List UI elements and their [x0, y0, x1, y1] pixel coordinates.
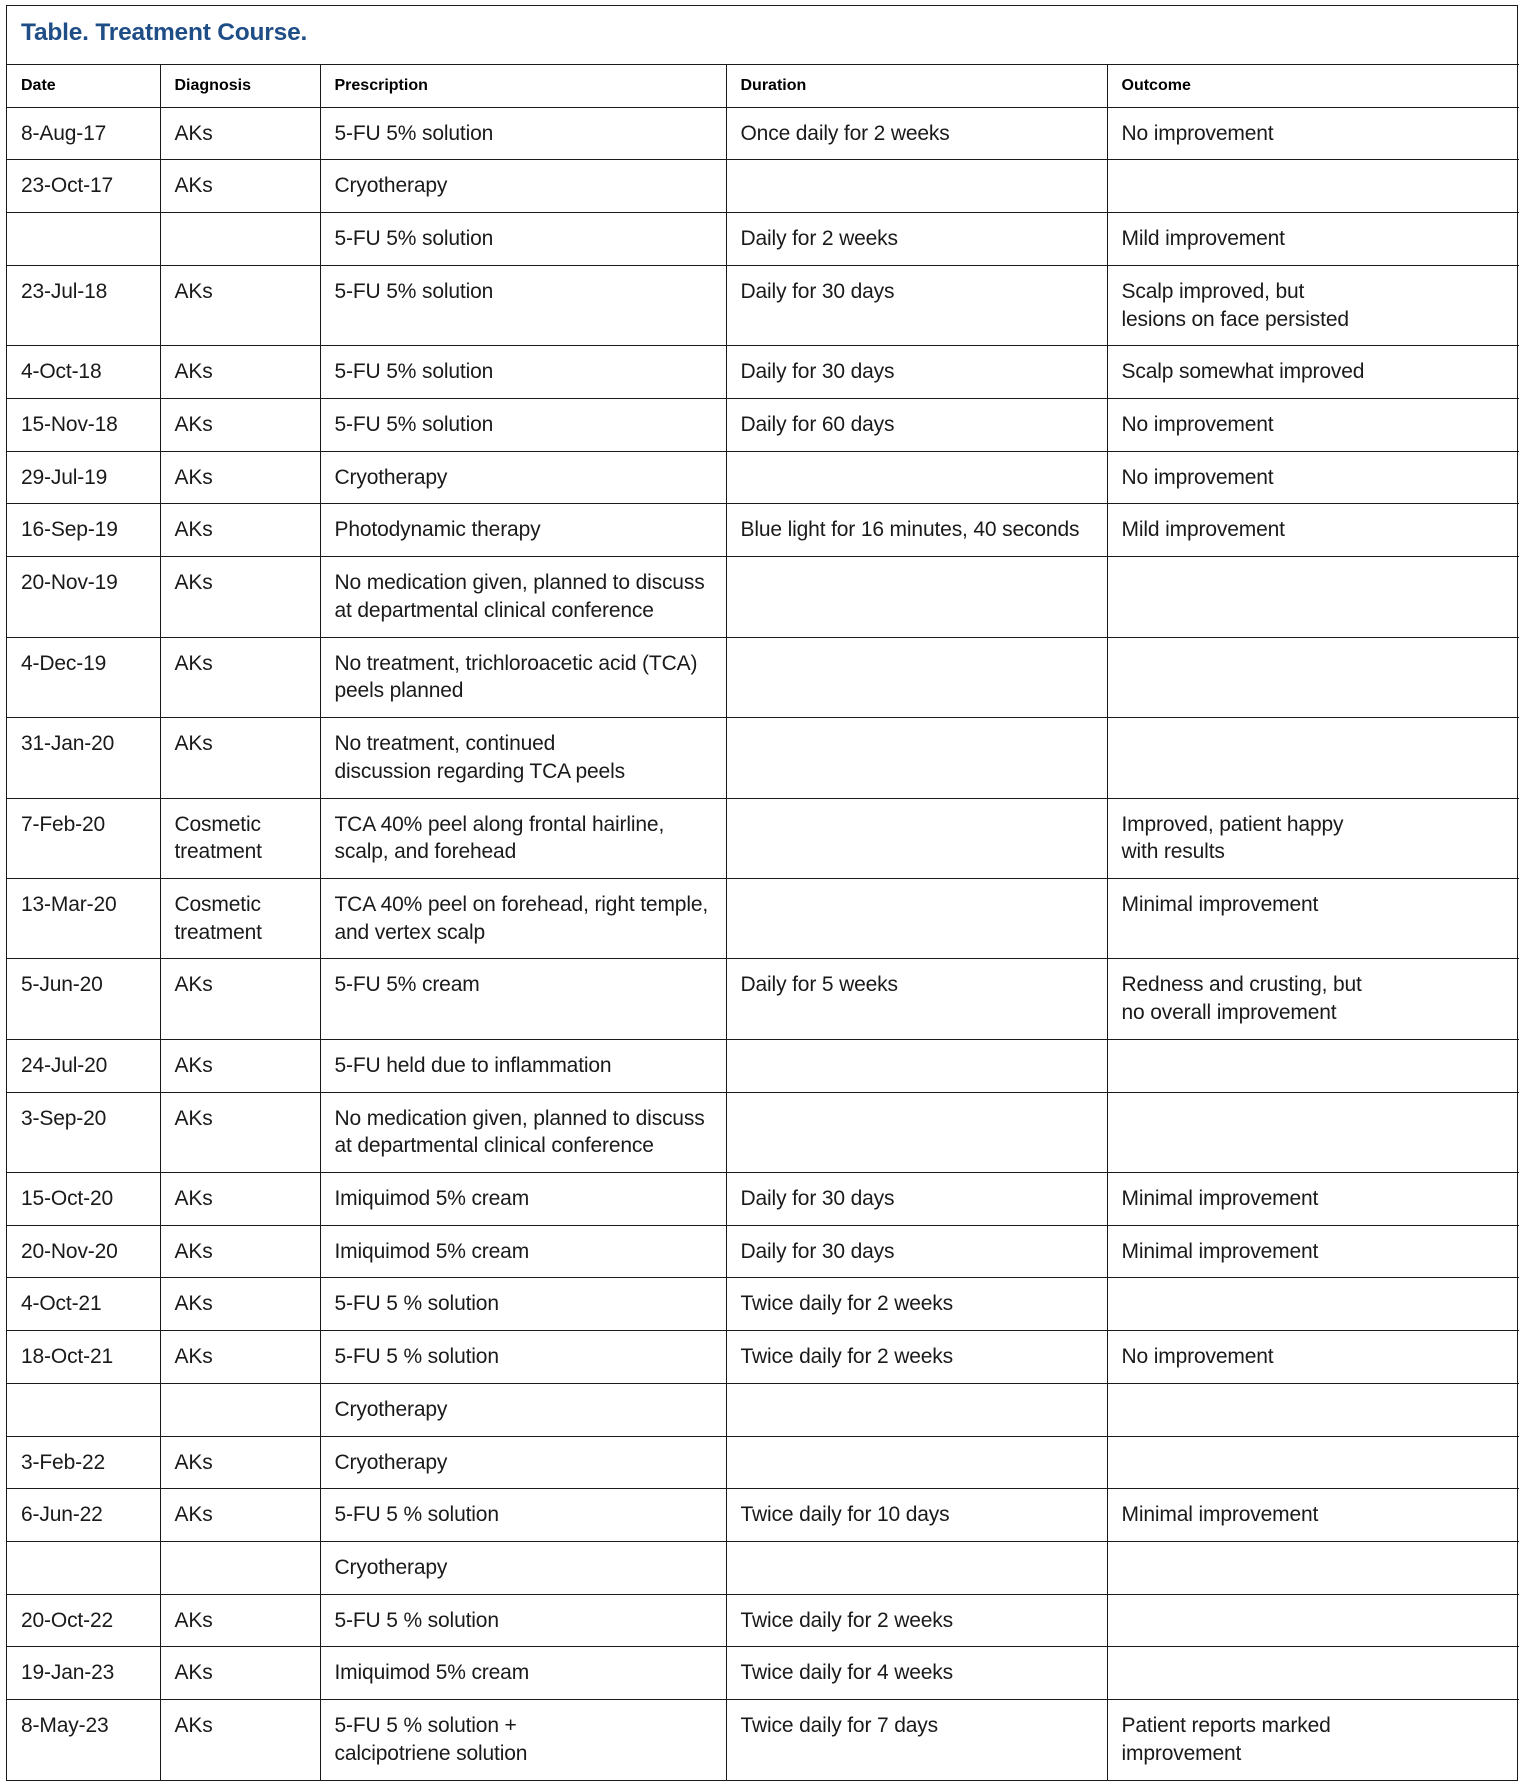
cell-line: 5-FU 5% solution	[334, 227, 494, 251]
cell-line: Improved, patient happy	[1121, 812, 1344, 836]
cell-line: Mild improvement	[1121, 227, 1285, 251]
cell-outcome	[1107, 213, 1519, 266]
cell-line: No improvement	[1121, 121, 1274, 145]
cell-prescription	[320, 346, 726, 399]
table-row	[7, 1092, 1519, 1172]
cell-date	[7, 1092, 160, 1172]
cell-line: Mild improvement	[1121, 518, 1285, 542]
cell-diagnosis	[160, 1172, 320, 1225]
cell-duration	[726, 1331, 1107, 1384]
table-row	[7, 346, 1519, 399]
cell-outcome	[1107, 1700, 1519, 1780]
cell-line: at departmental clinical conference	[334, 1134, 654, 1158]
cell-line: TCA 40% peel on forehead, right temple,	[334, 892, 709, 916]
cell-line: No improvement	[1121, 413, 1274, 437]
cell-diagnosis	[160, 265, 320, 345]
cell-line: 3-Feb-22	[21, 1450, 106, 1474]
cell-line: AKs	[174, 1053, 213, 1077]
cell-outcome	[1107, 346, 1519, 399]
table-caption: Table. Treatment Course.	[21, 19, 308, 46]
cell-line: AKs	[174, 1345, 213, 1369]
cell-date	[7, 1489, 160, 1542]
cell-line: lesions on face persisted	[1121, 307, 1349, 331]
cell-date	[7, 399, 160, 452]
table-row	[7, 878, 1519, 958]
cell-date	[7, 1331, 160, 1384]
cell-line: 5-Jun-20	[21, 973, 103, 997]
cell-line: Cryotherapy	[334, 174, 448, 198]
cell-outcome	[1107, 1225, 1519, 1278]
cell-prescription	[320, 1647, 726, 1700]
table-row	[7, 1647, 1519, 1700]
cell-diagnosis	[160, 1331, 320, 1384]
table-body	[7, 6, 1519, 1780]
cell-line: 6-Jun-22	[21, 1503, 103, 1527]
cell-line: Cryotherapy	[334, 1397, 448, 1421]
cell-line: Daily for 5 weeks	[740, 973, 898, 997]
cell-date	[7, 1700, 160, 1780]
cell-outcome	[1107, 878, 1519, 958]
cell-line: 18-Oct-21	[21, 1345, 114, 1369]
table-row	[7, 451, 1519, 504]
table-caption-row	[7, 6, 1519, 64]
cell-line: TCA 40% peel along frontal hairline,	[334, 812, 665, 836]
cell-duration	[726, 451, 1107, 504]
cell-line: 20-Nov-20	[21, 1239, 118, 1263]
cell-duration	[726, 557, 1107, 637]
cell-diagnosis	[160, 399, 320, 452]
cell-duration	[726, 718, 1107, 798]
cell-line: AKs	[174, 973, 213, 997]
cell-line: AKs	[174, 413, 213, 437]
cell-diagnosis	[160, 213, 320, 266]
cell-line: 15-Oct-20	[21, 1186, 114, 1210]
cell-date	[7, 346, 160, 399]
cell-prescription	[320, 557, 726, 637]
table-row	[7, 798, 1519, 878]
cell-line: and vertex scalp	[334, 920, 486, 944]
cell-line: No treatment, continued	[334, 732, 556, 756]
cell-line: AKs	[174, 174, 213, 198]
cell-diagnosis	[160, 1436, 320, 1489]
cell-date	[7, 637, 160, 717]
column-header-outcome: Outcome	[1107, 64, 1519, 107]
cell-duration	[726, 1225, 1107, 1278]
cell-line: Daily for 30 days	[740, 279, 895, 303]
cell-diagnosis	[160, 160, 320, 213]
cell-line: 3-Sep-20	[21, 1106, 107, 1130]
cell-duration	[726, 346, 1107, 399]
cell-line: Scalp improved, but	[1121, 279, 1305, 303]
cell-date	[7, 1383, 160, 1436]
cell-prescription	[320, 878, 726, 958]
cell-outcome	[1107, 1594, 1519, 1647]
cell-date	[7, 557, 160, 637]
cell-outcome	[1107, 637, 1519, 717]
cell-line: Imiquimod 5% cream	[334, 1186, 530, 1210]
cell-line: 5-FU 5 % solution	[334, 1345, 499, 1369]
cell-prescription	[320, 1172, 726, 1225]
cell-diagnosis	[160, 557, 320, 637]
cell-duration	[726, 504, 1107, 557]
table-caption-cell	[7, 6, 1519, 64]
cell-duration	[726, 399, 1107, 452]
cell-diagnosis	[160, 1278, 320, 1331]
table-row	[7, 959, 1519, 1039]
cell-line: AKs	[174, 465, 213, 489]
cell-date	[7, 160, 160, 213]
cell-line: AKs	[174, 518, 213, 542]
cell-outcome	[1107, 1489, 1519, 1542]
cell-prescription	[320, 1278, 726, 1331]
cell-line: Daily for 2 weeks	[740, 227, 898, 251]
cell-line: Redness and crusting, but	[1121, 973, 1362, 997]
cell-duration	[726, 107, 1107, 160]
column-header-duration: Duration	[726, 64, 1107, 107]
cell-line: 8-May-23	[21, 1714, 109, 1738]
cell-line: 8-Aug-17	[21, 121, 107, 145]
cell-line: 4-Oct-21	[21, 1292, 102, 1316]
cell-diagnosis	[160, 878, 320, 958]
cell-line: Cryotherapy	[334, 1450, 448, 1474]
cell-prescription	[320, 1594, 726, 1647]
table-row	[7, 504, 1519, 557]
cell-duration	[726, 1383, 1107, 1436]
cell-duration	[726, 1542, 1107, 1595]
cell-line: calcipotriene solution	[334, 1741, 528, 1765]
cell-line: Daily for 30 days	[740, 1239, 895, 1263]
cell-outcome	[1107, 107, 1519, 160]
cell-diagnosis	[160, 1225, 320, 1278]
table-row	[7, 1436, 1519, 1489]
cell-outcome	[1107, 1172, 1519, 1225]
table-row	[7, 213, 1519, 266]
cell-outcome	[1107, 451, 1519, 504]
cell-line: 20-Nov-19	[21, 571, 118, 595]
cell-prescription	[320, 637, 726, 717]
cell-line: 16-Sep-19	[21, 518, 118, 542]
table-row	[7, 1331, 1519, 1384]
cell-outcome	[1107, 160, 1519, 213]
cell-line: Photodynamic therapy	[334, 518, 541, 542]
cell-duration	[726, 1039, 1107, 1092]
cell-line: AKs	[174, 1239, 213, 1263]
cell-line: Twice daily for 7 days	[740, 1714, 938, 1738]
cell-line: Cosmetic	[174, 892, 261, 916]
cell-diagnosis	[160, 1092, 320, 1172]
cell-line: Patient reports marked	[1121, 1714, 1331, 1738]
cell-date	[7, 1039, 160, 1092]
cell-diagnosis	[160, 1489, 320, 1542]
cell-line: No improvement	[1121, 1345, 1274, 1369]
cell-line: Imiquimod 5% cream	[334, 1661, 530, 1685]
cell-diagnosis	[160, 637, 320, 717]
cell-prescription	[320, 160, 726, 213]
cell-line: Imiquimod 5% cream	[334, 1239, 530, 1263]
cell-line: 5-FU 5% solution	[334, 121, 494, 145]
cell-line: AKs	[174, 1186, 213, 1210]
cell-line: Twice daily for 2 weeks	[740, 1345, 953, 1369]
cell-line: Minimal improvement	[1121, 1239, 1319, 1263]
cell-line: 5-FU 5 % solution	[334, 1503, 499, 1527]
cell-duration	[726, 1594, 1107, 1647]
cell-date	[7, 107, 160, 160]
cell-line: AKs	[174, 1503, 213, 1527]
cell-outcome	[1107, 718, 1519, 798]
cell-line: Minimal improvement	[1121, 892, 1319, 916]
cell-line: AKs	[174, 121, 213, 145]
cell-line: 5-FU 5% solution	[334, 413, 494, 437]
cell-date	[7, 878, 160, 958]
cell-prescription	[320, 399, 726, 452]
cell-outcome	[1107, 557, 1519, 637]
cell-line: 15-Nov-18	[21, 413, 118, 437]
cell-outcome	[1107, 1383, 1519, 1436]
cell-line: Daily for 30 days	[740, 360, 895, 384]
cell-prescription	[320, 1383, 726, 1436]
cell-line: Twice daily for 4 weeks	[740, 1661, 953, 1685]
cell-line: Once daily for 2 weeks	[740, 121, 950, 145]
cell-duration	[726, 959, 1107, 1039]
cell-line: No improvement	[1121, 465, 1274, 489]
cell-line: AKs	[174, 1292, 213, 1316]
cell-line: 5-FU 5% cream	[334, 973, 480, 997]
cell-date	[7, 504, 160, 557]
cell-prescription	[320, 1436, 726, 1489]
cell-duration	[726, 1700, 1107, 1780]
column-header-prescription: Prescription	[320, 64, 726, 107]
cell-line: 5-FU 5 % solution	[334, 1292, 499, 1316]
cell-diagnosis	[160, 107, 320, 160]
cell-outcome	[1107, 959, 1519, 1039]
cell-diagnosis	[160, 959, 320, 1039]
cell-duration	[726, 637, 1107, 717]
cell-duration	[726, 1489, 1107, 1542]
cell-outcome	[1107, 1436, 1519, 1489]
cell-line: 13-Mar-20	[21, 892, 117, 916]
cell-line: Minimal improvement	[1121, 1186, 1319, 1210]
cell-date	[7, 1172, 160, 1225]
cell-line: 20-Oct-22	[21, 1608, 114, 1632]
cell-duration	[726, 213, 1107, 266]
cell-duration	[726, 1436, 1107, 1489]
cell-line: 5-FU 5 % solution +	[334, 1714, 517, 1738]
table-row	[7, 399, 1519, 452]
cell-diagnosis	[160, 798, 320, 878]
column-header-date: Date	[7, 64, 160, 107]
cell-line: treatment	[174, 920, 262, 944]
cell-duration	[726, 265, 1107, 345]
cell-line: 5-FU held due to inflammation	[334, 1053, 612, 1077]
cell-line: Twice daily for 2 weeks	[740, 1608, 953, 1632]
cell-duration	[726, 798, 1107, 878]
cell-prescription	[320, 1331, 726, 1384]
cell-line: AKs	[174, 1714, 213, 1738]
cell-line: discussion regarding TCA peels	[334, 759, 625, 783]
cell-line: 4-Dec-19	[21, 651, 107, 675]
cell-line: AKs	[174, 732, 213, 756]
table-row	[7, 718, 1519, 798]
cell-diagnosis	[160, 1383, 320, 1436]
cell-outcome	[1107, 1542, 1519, 1595]
cell-outcome	[1107, 1039, 1519, 1092]
cell-line: treatment	[174, 840, 262, 864]
cell-outcome	[1107, 1092, 1519, 1172]
table-row	[7, 160, 1519, 213]
cell-line: AKs	[174, 1450, 213, 1474]
cell-prescription	[320, 451, 726, 504]
cell-line: 19-Jan-23	[21, 1661, 115, 1685]
cell-date	[7, 959, 160, 1039]
cell-outcome	[1107, 1278, 1519, 1331]
cell-line: no overall improvement	[1121, 1001, 1337, 1025]
cell-date	[7, 1647, 160, 1700]
cell-diagnosis	[160, 451, 320, 504]
table-row	[7, 637, 1519, 717]
cell-date	[7, 265, 160, 345]
table-row	[7, 1278, 1519, 1331]
column-header-diagnosis: Diagnosis	[160, 64, 320, 107]
treatment-course-table-container	[6, 5, 1518, 1781]
table-row	[7, 107, 1519, 160]
cell-line: AKs	[174, 279, 213, 303]
cell-line: with results	[1121, 840, 1225, 864]
cell-duration	[726, 1092, 1107, 1172]
cell-line: No medication given, planned to discuss	[334, 1106, 705, 1130]
cell-line: 23-Jul-18	[21, 279, 108, 303]
cell-date	[7, 1278, 160, 1331]
cell-line: scalp, and forehead	[334, 840, 517, 864]
cell-line: Minimal improvement	[1121, 1503, 1319, 1527]
cell-prescription	[320, 1700, 726, 1780]
cell-duration	[726, 878, 1107, 958]
cell-prescription	[320, 1092, 726, 1172]
cell-prescription	[320, 798, 726, 878]
cell-line: AKs	[174, 1608, 213, 1632]
cell-line: Twice daily for 10 days	[740, 1503, 950, 1527]
table-row	[7, 1489, 1519, 1542]
table-row	[7, 1225, 1519, 1278]
cell-diagnosis	[160, 1647, 320, 1700]
cell-prescription	[320, 1039, 726, 1092]
cell-line: AKs	[174, 1106, 213, 1130]
table-row	[7, 1542, 1519, 1595]
cell-diagnosis	[160, 1542, 320, 1595]
cell-diagnosis	[160, 1039, 320, 1092]
cell-prescription	[320, 107, 726, 160]
cell-outcome	[1107, 798, 1519, 878]
cell-date	[7, 1225, 160, 1278]
cell-date	[7, 1436, 160, 1489]
cell-line: 5-FU 5% solution	[334, 360, 494, 384]
cell-outcome	[1107, 1647, 1519, 1700]
cell-outcome	[1107, 504, 1519, 557]
cell-date	[7, 451, 160, 504]
cell-line: at departmental clinical conference	[334, 598, 654, 622]
cell-date	[7, 1594, 160, 1647]
cell-line: Cosmetic	[174, 812, 261, 836]
cell-outcome	[1107, 265, 1519, 345]
cell-prescription	[320, 213, 726, 266]
table-row	[7, 265, 1519, 345]
table-row	[7, 1383, 1519, 1436]
cell-line: No medication given, planned to discuss	[334, 571, 705, 595]
cell-line: peels planned	[334, 679, 464, 703]
cell-line: Scalp somewhat improved	[1121, 360, 1365, 384]
cell-line: AKs	[174, 651, 213, 675]
cell-line: 31-Jan-20	[21, 732, 115, 756]
cell-duration	[726, 160, 1107, 213]
cell-diagnosis	[160, 504, 320, 557]
cell-prescription	[320, 1489, 726, 1542]
cell-line: Cryotherapy	[334, 465, 448, 489]
table-row	[7, 1594, 1519, 1647]
cell-line: No treatment, trichloroacetic acid (TCA)	[334, 651, 698, 675]
cell-diagnosis	[160, 1700, 320, 1780]
cell-line: Daily for 30 days	[740, 1186, 895, 1210]
table-row	[7, 1172, 1519, 1225]
cell-line: AKs	[174, 1661, 213, 1685]
treatment-course-table	[7, 6, 1519, 1780]
cell-prescription	[320, 504, 726, 557]
cell-line: AKs	[174, 571, 213, 595]
cell-duration	[726, 1647, 1107, 1700]
cell-prescription	[320, 959, 726, 1039]
cell-outcome	[1107, 1331, 1519, 1384]
cell-date	[7, 798, 160, 878]
cell-prescription	[320, 718, 726, 798]
table-header-row	[7, 64, 1519, 107]
table-row	[7, 1700, 1519, 1780]
table-row	[7, 1039, 1519, 1092]
cell-line: 5-FU 5 % solution	[334, 1608, 499, 1632]
cell-prescription	[320, 1542, 726, 1595]
cell-line: 4-Oct-18	[21, 360, 102, 384]
cell-diagnosis	[160, 346, 320, 399]
cell-diagnosis	[160, 718, 320, 798]
cell-line: AKs	[174, 360, 213, 384]
cell-prescription	[320, 265, 726, 345]
cell-duration	[726, 1278, 1107, 1331]
cell-line: Daily for 60 days	[740, 413, 895, 437]
cell-date	[7, 213, 160, 266]
cell-line: 29-Jul-19	[21, 465, 108, 489]
cell-diagnosis	[160, 1594, 320, 1647]
cell-line: Twice daily for 2 weeks	[740, 1292, 953, 1316]
cell-line: 23-Oct-17	[21, 174, 114, 198]
cell-line: improvement	[1121, 1741, 1242, 1765]
cell-date	[7, 1542, 160, 1595]
cell-line: Cryotherapy	[334, 1556, 448, 1579]
cell-outcome	[1107, 399, 1519, 452]
cell-line: 7-Feb-20	[21, 812, 106, 836]
cell-duration	[726, 1172, 1107, 1225]
cell-line: 5-FU 5% solution	[334, 279, 494, 303]
cell-date	[7, 718, 160, 798]
cell-prescription	[320, 1225, 726, 1278]
cell-line: Blue light for 16 minutes, 40 seconds	[740, 518, 1080, 542]
table-row	[7, 557, 1519, 637]
cell-line: 24-Jul-20	[21, 1053, 108, 1077]
